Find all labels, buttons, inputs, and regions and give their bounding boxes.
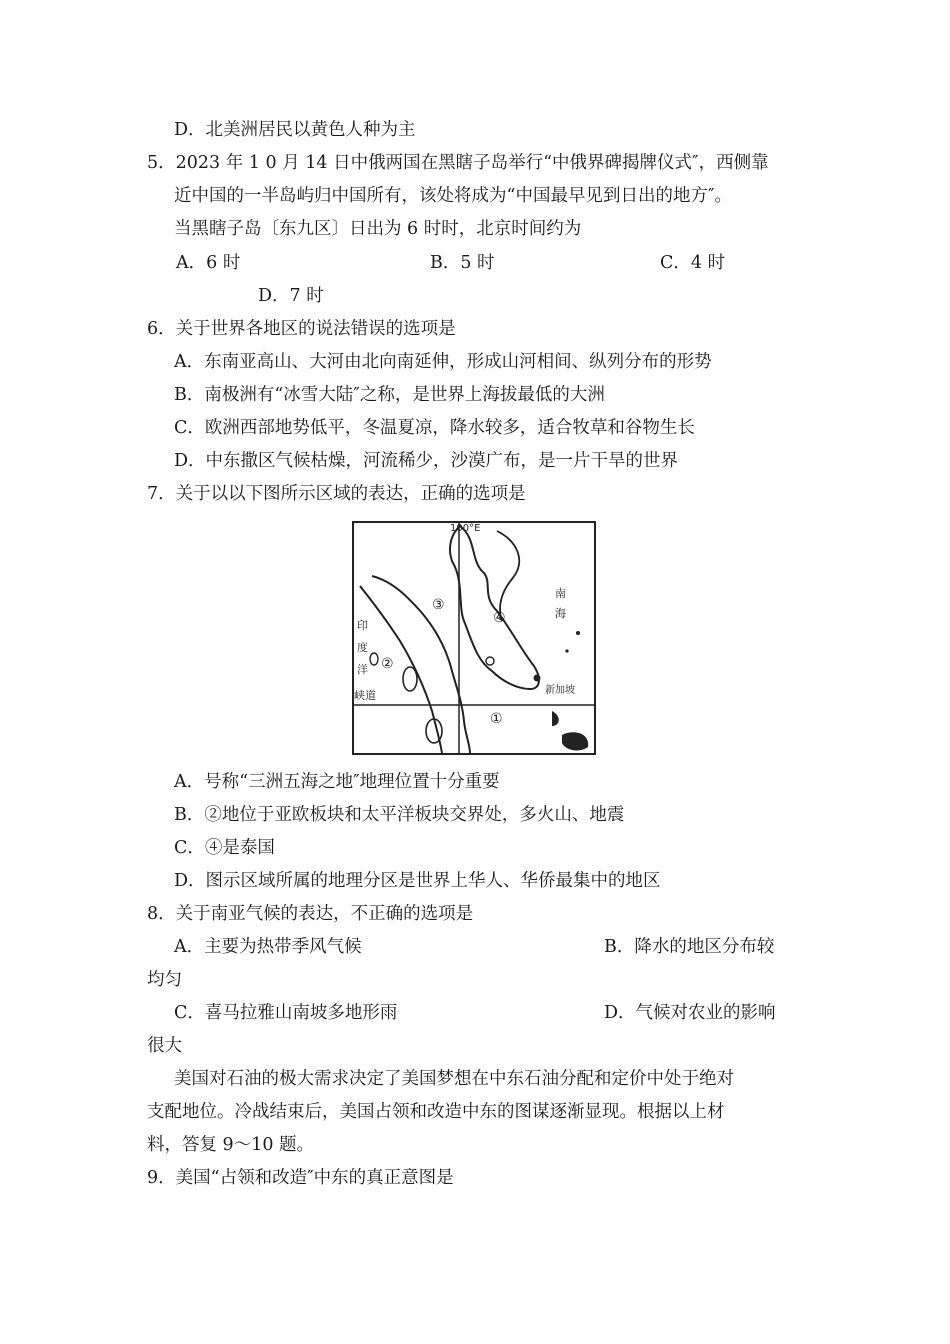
marker-1: ① <box>490 711 503 727</box>
passage-line3: 料，答复 9～10 题。 <box>147 1135 315 1155</box>
q6-stem: 6．关于世界各地区的说法错误的选项是 <box>147 319 456 339</box>
q5-option-a: A．6 时 <box>176 253 241 273</box>
q6-option-a: A．东南亚高山、大河由北向南延伸，形成山河相间、纵列分布的形势 <box>174 352 712 372</box>
q6-option-b: B．南极洲有“冰雪大陆″之称，是世界上海拔最低的大洲 <box>174 385 605 405</box>
ocean-label-du: 度 <box>357 641 368 654</box>
passage-line1: 美国对石油的极大需求决定了美国梦想在中东石油分配和定价中处于绝对 <box>174 1069 734 1089</box>
marker-2: ② <box>381 656 394 672</box>
q5-stem-line1: 5．2023 年 1 0 月 14 日中俄两国在黑瞎子岛举行“中俄界碑揭牌仪式″，西侧靠 <box>147 153 769 173</box>
marker-4: ④ <box>493 610 506 626</box>
q7-option-a: A．号称“三洲五海之地″地理位置十分重要 <box>174 772 500 792</box>
q5-option-c: C．4 时 <box>660 253 726 273</box>
q4-option-d: D．北美洲居民以黄色人种为主 <box>174 120 416 140</box>
marker-3: ③ <box>432 597 445 613</box>
singapore-label: 新加坡 <box>545 685 575 696</box>
q7-option-d: D．图示区域所属的地理分区是世界上华人、华侨最集中的地区 <box>174 871 661 891</box>
strait-label: 峡道 <box>354 689 376 702</box>
q8-option-d-cont: 很大 <box>147 1036 182 1056</box>
islet <box>576 631 580 635</box>
southeast-asia-map <box>352 521 596 755</box>
q8-option-b-cont: 均匀 <box>147 970 182 990</box>
q5-stem-line2: 近中国的一半岛屿归中国所有，该处将成为“中国最早见到日出的地方″。 <box>174 186 732 206</box>
sea-label-hai: 海 <box>555 607 566 620</box>
ocean-label-yang: 洋 <box>357 663 368 676</box>
passage-line2: 支配地位。冷战结束后，美国占领和改造中东的图谋逐渐显现。根据以上材 <box>147 1102 725 1122</box>
sea-label-nan: 南 <box>555 587 566 600</box>
singapore-marker <box>534 675 541 682</box>
q5-option-d: D．7 时 <box>258 286 324 306</box>
q5-stem-line3: 当黑瞎子岛〔东九区〕日出为 6 时时，北京时间约为 <box>174 219 582 239</box>
q7-stem: 7．关于以以下图所示区域的表达，正确的选项是 <box>147 484 526 504</box>
q8-option-b: B．降水的地区分布较 <box>604 937 775 957</box>
q6-option-d: D．中东撒区气候枯燥，河流稀少，沙漠广布，是一片干旱的世界 <box>174 451 679 471</box>
q8-option-a: A．主要为热带季风气候 <box>174 937 362 957</box>
q9-stem: 9．美国“占领和改造″中东的真正意图是 <box>147 1168 454 1188</box>
q6-option-c: C．欧洲西部地势低平，冬温夏凉，降水较多，适合牧草和谷物生长 <box>174 418 695 438</box>
ocean-label-yin: 印 <box>357 619 368 632</box>
islet <box>565 649 568 652</box>
q5-option-b: B．5 时 <box>430 253 495 273</box>
longitude-label: 100°E <box>450 523 481 534</box>
q8-stem: 8．关于南亚气候的表达，不正确的选项是 <box>147 904 474 924</box>
q8-option-c: C．喜马拉雅山南坡多地形雨 <box>174 1003 398 1023</box>
q7-option-b: B．②地位于亚欧板块和太平洋板块交界处，多火山、地震 <box>174 805 625 825</box>
q7-option-c: C．④是泰国 <box>174 838 275 858</box>
q8-option-d: D．气候对农业的影响 <box>604 1003 776 1023</box>
